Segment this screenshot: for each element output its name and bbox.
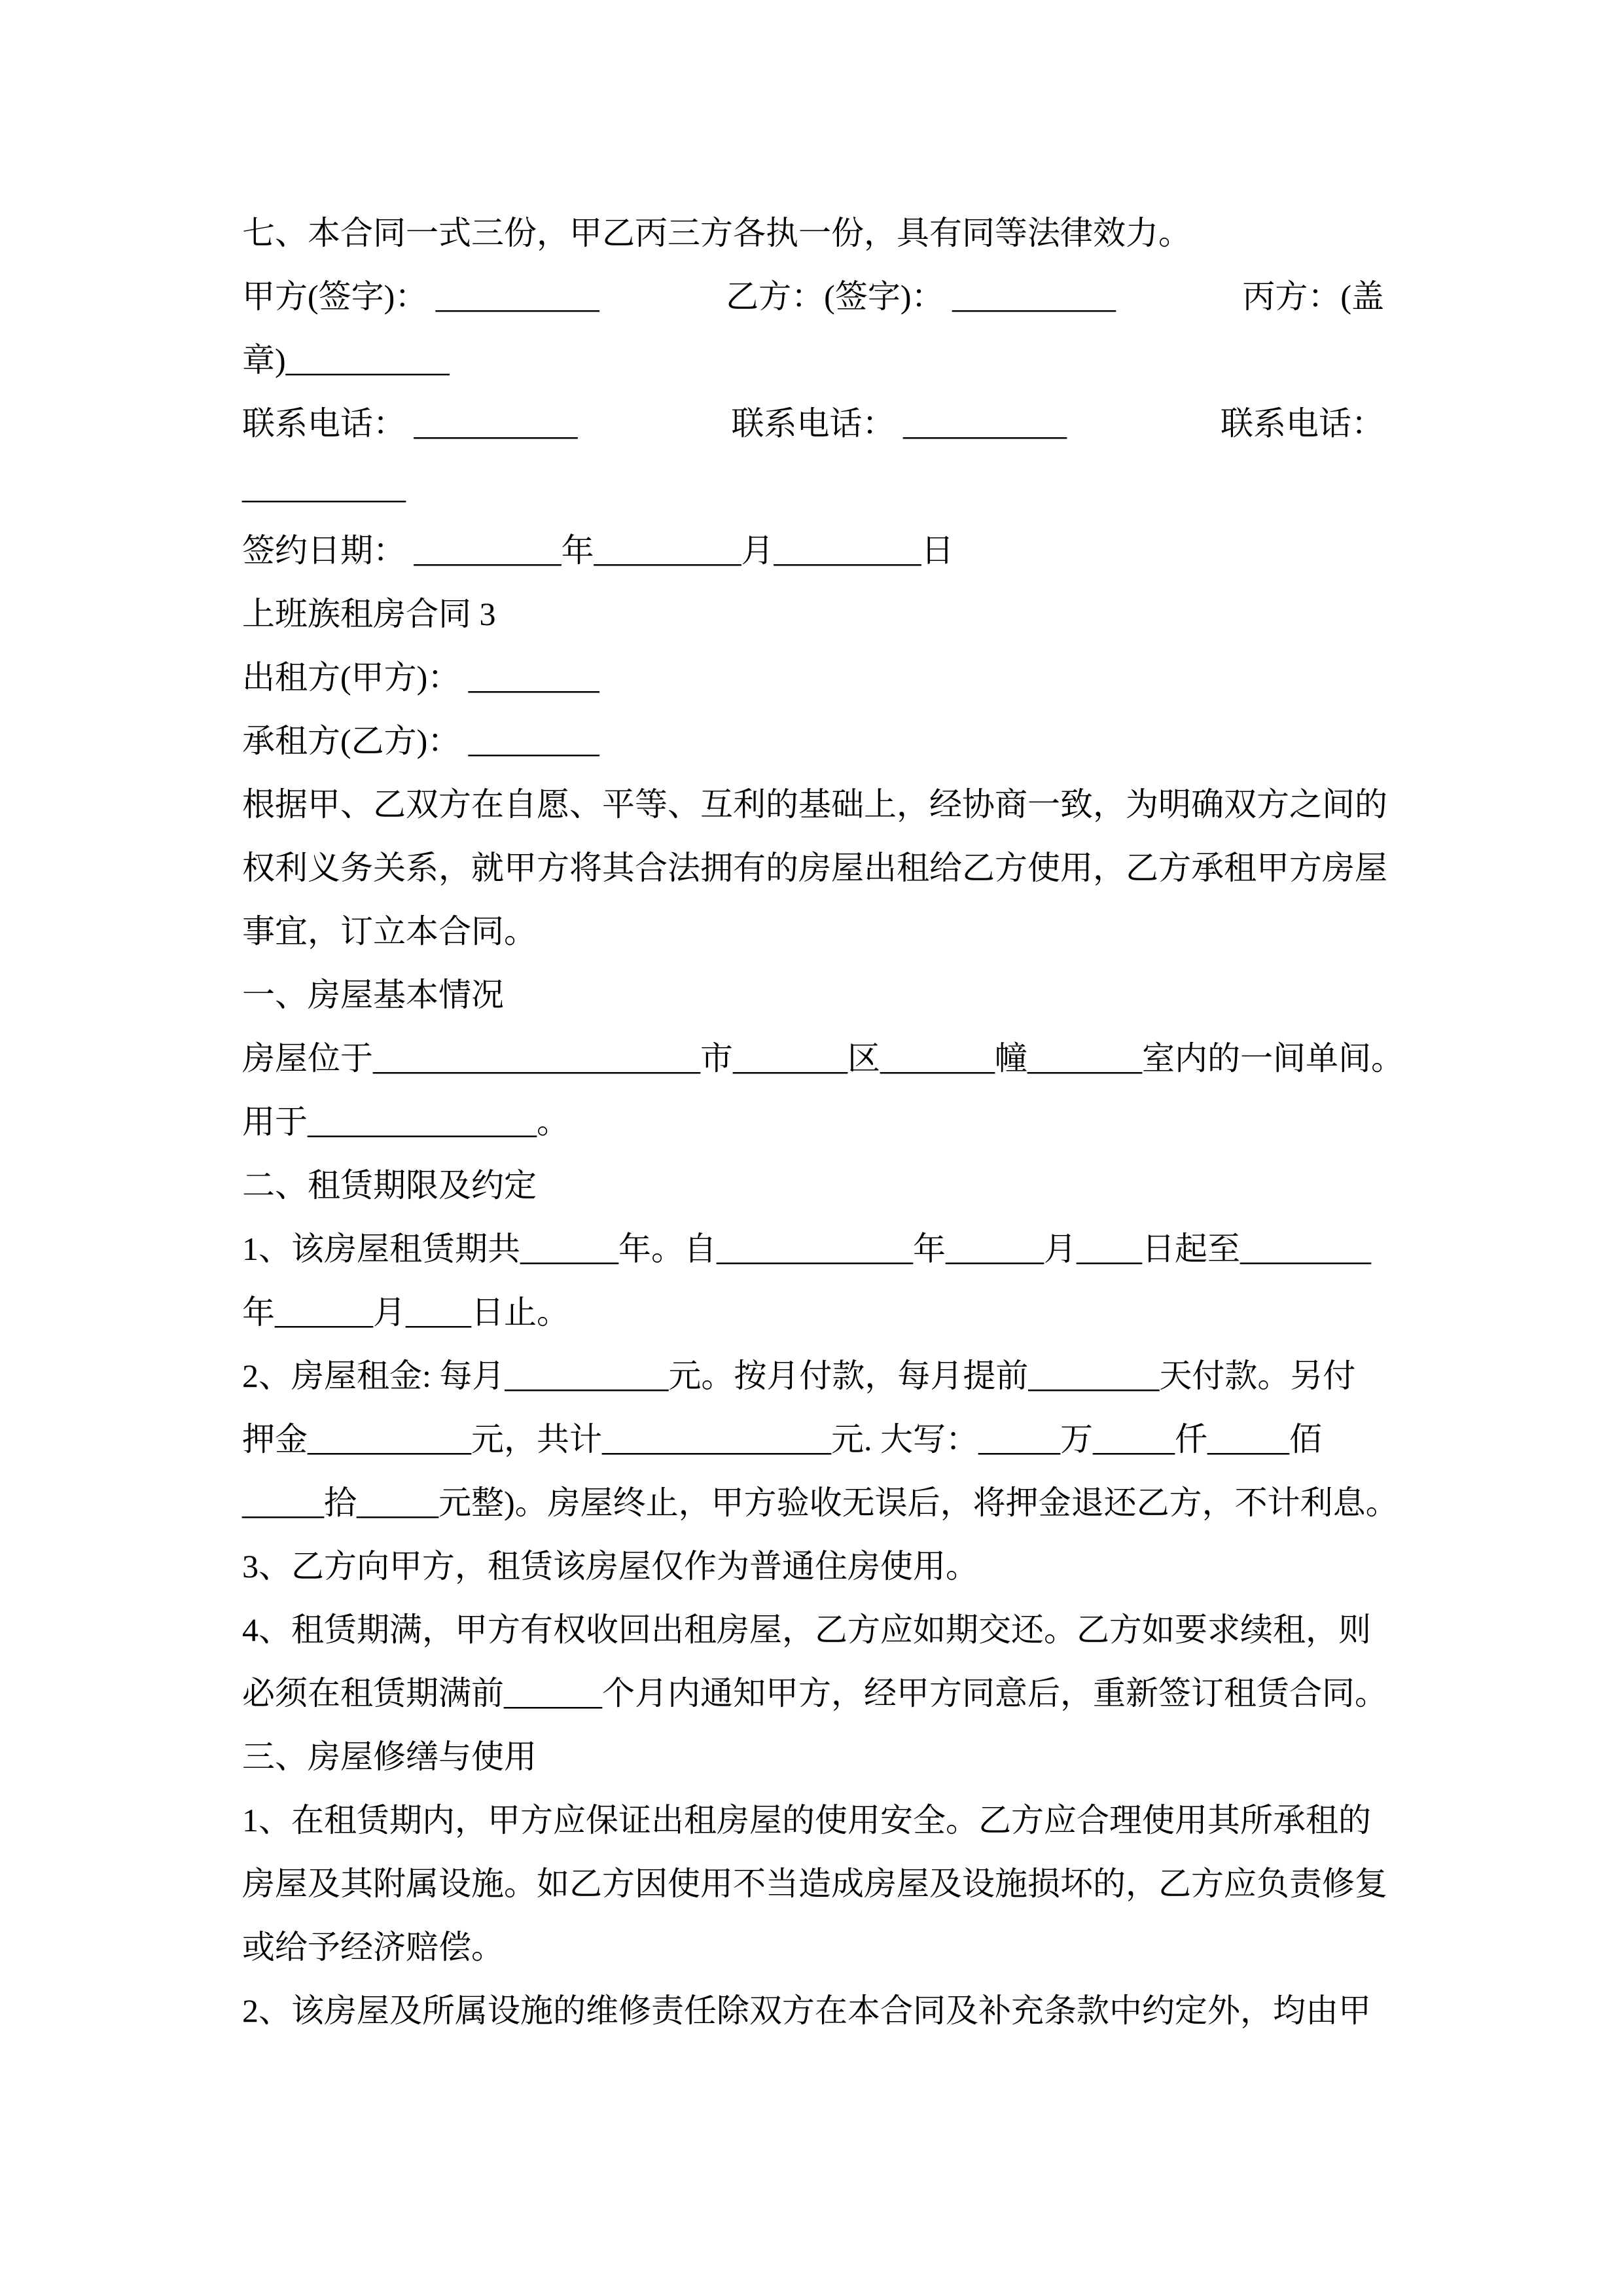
house-location-line: 房屋位于____________________市_______区_______幢_______室内的一间单间。 (242, 1040, 1404, 1077)
phone-row (242, 392, 1384, 456)
usage-clause-line: 3、乙方向甲方，租赁该房屋仅作为普通住房使用。 (242, 1548, 978, 1585)
repair-clause-line-3: 或给予经济赔偿。 (242, 1929, 504, 1965)
phone-blank-line: __________ (242, 469, 406, 505)
repair-clause-line-1: 1、在租赁期内，甲方应保证出租房屋的使用安全。乙方应合理使用其所承租的 (242, 1802, 1371, 1839)
signature-row (242, 265, 1384, 329)
rent-clause-line-1: 2、房屋租金: 每月__________元。按月付款，每月提前________天付款。另付 (242, 1357, 1356, 1394)
lease-term-line-2: 年______月____日止。 (242, 1294, 569, 1331)
clause-seven-line: 七、本合同一式三份，甲乙丙三方各执一份，具有同等法律效力。 (242, 215, 1191, 251)
repair-clause-line-2: 房屋及其附属设施。如乙方因使用不当造成房屋及设施损坏的，乙方应负责修复 (242, 1865, 1387, 1902)
renewal-clause-line-2: 必须在租赁期满前______个月内通知甲方，经甲方同意后，重新签订租赁合同。 (242, 1675, 1387, 1712)
preamble-line-3: 事宜，订立本合同。 (242, 913, 537, 950)
rent-clause-line-3: _____拾_____元整)。房屋终止，甲方验收无误后，将押金退还乙方，不计利息。 (242, 1484, 1399, 1521)
rent-clause-line-2: 押金__________元，共计______________元. 大写：_____万_____仟_____佰 (242, 1421, 1322, 1458)
contract-text-block (242, 202, 1404, 2043)
section-heading-three: 三、房屋修缮与使用 (242, 1738, 537, 1775)
lessee-line: 承租方(乙方)： ________ (242, 723, 599, 759)
seal-line: 章)__________ (242, 342, 450, 378)
text-segment: 联系电话： __________ (242, 405, 578, 442)
preamble-line-2: 权利义务关系，就甲方将其合法拥有的房屋出租给乙方使用，乙方承租甲方房屋 (242, 850, 1387, 886)
house-usage-line: 用于______________。 (242, 1103, 569, 1140)
preamble-line-1: 根据甲、乙双方在自愿、平等、互利的基础上，经协商一致，为明确双方之间的 (242, 786, 1387, 823)
section-heading-one: 一、房屋基本情况 (242, 977, 504, 1013)
section-heading-two: 二、租赁期限及约定 (242, 1167, 537, 1204)
renewal-clause-line-1: 4、租赁期满，甲方有权收回出租房屋，乙方应如期交还。乙方如要求续租，则 (242, 1611, 1371, 1648)
contract-title: 上班族租房合同 3 (242, 596, 496, 632)
text-segment: 联系电话： (1221, 405, 1384, 442)
lessor-line: 出租方(甲方)： ________ (242, 659, 599, 696)
lease-term-line-1: 1、该房屋租赁期共______年。自____________年______月____日起至________ (242, 1230, 1371, 1267)
text-segment: 乙方：(签字)： __________ (726, 278, 1116, 315)
text-segment: 联系电话： __________ (731, 405, 1067, 442)
text-segment: 丙方：(盖 (1242, 278, 1384, 315)
maintenance-clause-line: 2、该房屋及所属设施的维修责任除双方在本合同及补充条款中约定外，均由甲 (242, 1992, 1371, 2029)
text-segment: 甲方(签字)： __________ (242, 278, 599, 315)
signing-date-line: 签约日期： _________年_________月_________日 (242, 532, 954, 569)
